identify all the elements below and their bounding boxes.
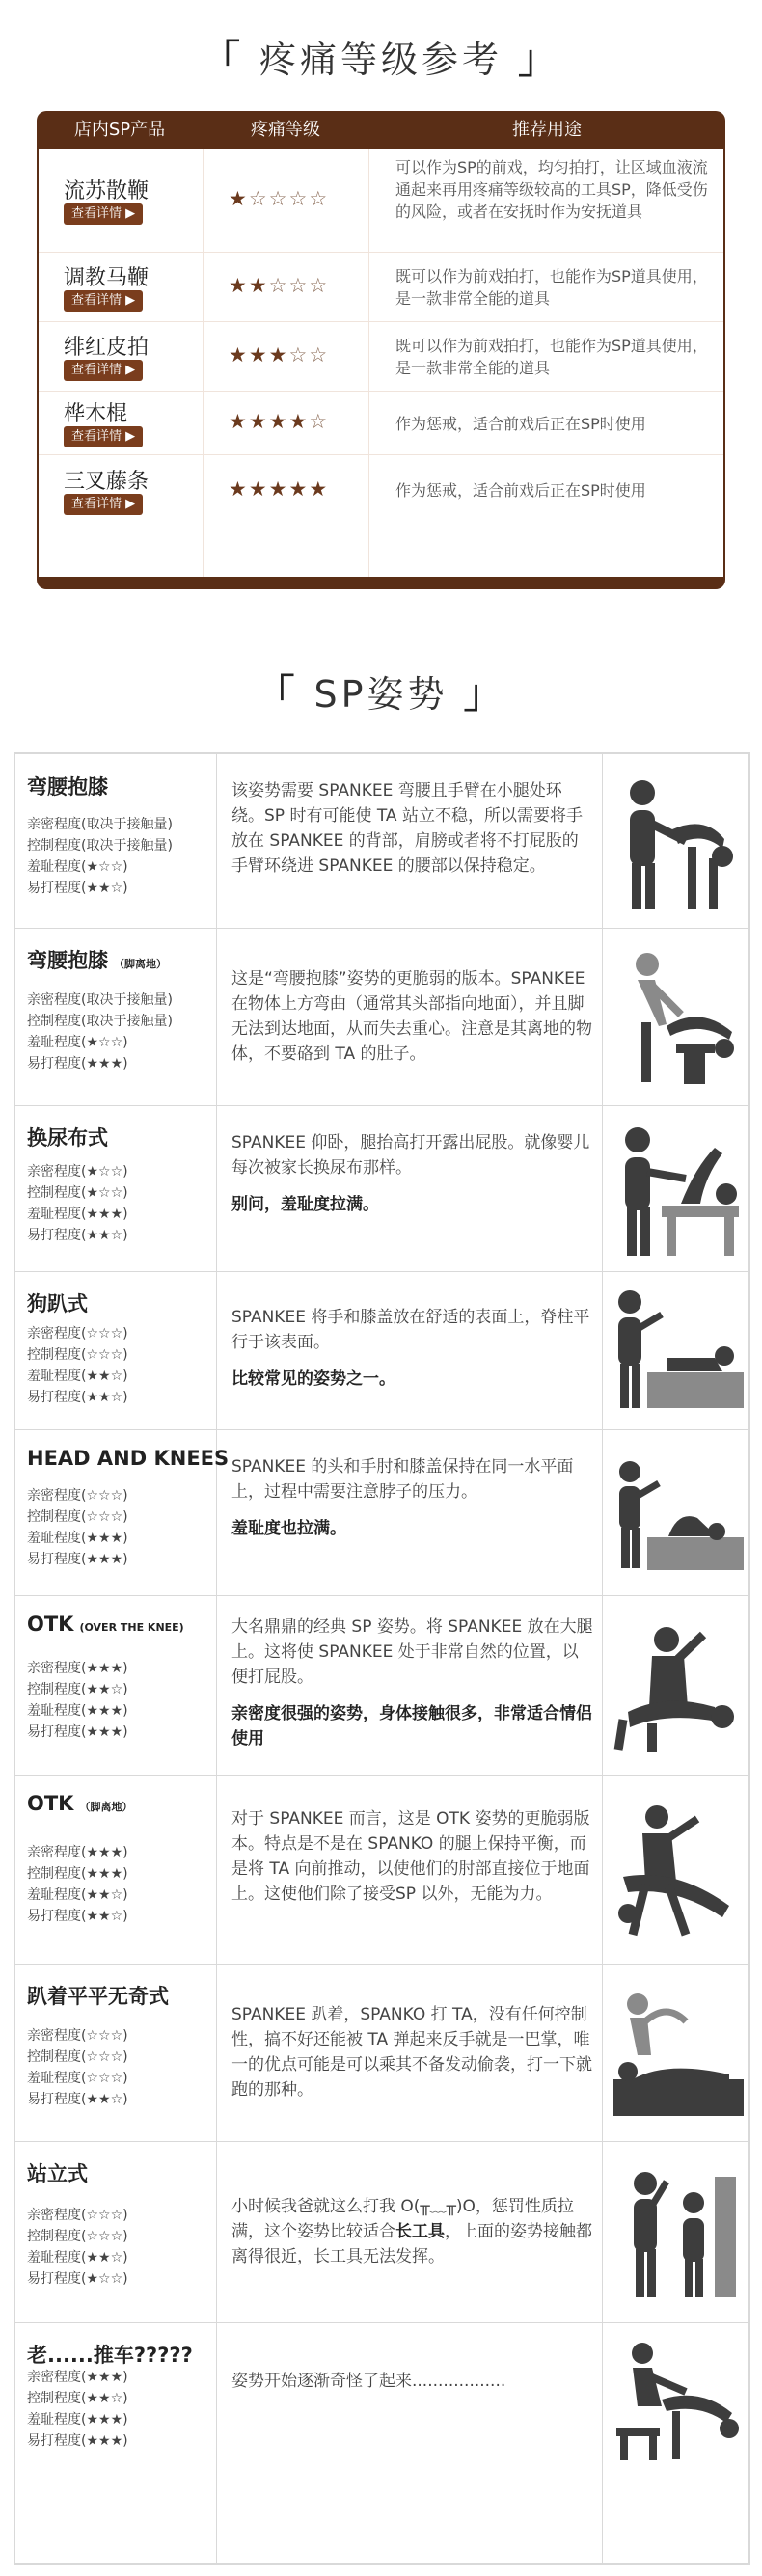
usage-description: 既可以作为前戏拍打，也能作为SP道具使用，是一款非常全能的道具	[395, 267, 708, 308]
description-text: SPANKEE 仰卧，腿抬高打开露出屁股。就像婴儿每次被家长换尿布那样。	[231, 1133, 590, 1179]
bracket-close: 」	[518, 38, 561, 82]
rating-line: 控制程度(取决于接触量)	[27, 1014, 173, 1029]
table-row	[39, 391, 723, 455]
position-ratings	[27, 990, 173, 1074]
pain-stars	[229, 187, 329, 210]
position-pictogram	[609, 1119, 744, 1262]
position-ratings	[27, 1658, 128, 1743]
table-header	[37, 111, 725, 149]
pain-stars	[229, 410, 329, 433]
position-row	[15, 2322, 748, 2465]
position-title-text: 趴着平平无奇式	[27, 1985, 169, 2008]
positions-table	[14, 752, 750, 2565]
position-description	[231, 1806, 593, 1907]
position-title-sub: （脚离地）	[79, 1801, 133, 1813]
position-description	[231, 2002, 593, 2102]
note-bold: 比较常见的姿势之一。	[231, 1369, 395, 1390]
position-title-text: 站立式	[27, 2162, 88, 2185]
rating-line: 易打程度(★★★)	[27, 2433, 128, 2449]
star-empty-icon: ☆	[309, 187, 330, 210]
header-product: 店内SP产品	[73, 120, 166, 140]
rating-line: 亲密程度(☆☆☆)	[27, 2028, 128, 2044]
star-empty-icon: ☆	[288, 187, 310, 210]
star-empty-icon: ☆	[309, 410, 330, 433]
star-filled-icon: ★	[288, 410, 310, 433]
rating-line: 羞耻程度(★☆☆)	[27, 859, 128, 875]
position-title	[27, 1613, 184, 1636]
description-text: SPANKEE 趴着，SPANKO 打 TA，没有任何控制性，搞不好还能被 TA 弹起来反手就是一巴掌，唯一的优点可能是可以乘其不备发动偷袭，打一下就跑的那种。	[231, 2005, 592, 2100]
position-row	[15, 1775, 748, 1965]
table-row	[39, 252, 723, 322]
product-name: 三叉藤条	[64, 469, 150, 494]
bracket-open: 「	[256, 672, 299, 717]
rating-line: 控制程度(☆☆☆)	[27, 1509, 128, 1525]
position-pictogram	[609, 2324, 744, 2468]
rating-line: 控制程度(★★☆)	[27, 2391, 128, 2406]
view-details-button[interactable]: 查看详情 ▶	[64, 360, 143, 381]
rating-line: 亲密程度(取决于接触量)	[27, 817, 173, 832]
rating-line: 羞耻程度(★★☆)	[27, 1369, 128, 1384]
position-ratings	[27, 1842, 128, 1927]
star-filled-icon: ★	[229, 410, 249, 433]
rating-line: 易打程度(★★☆)	[27, 1390, 128, 1405]
star-filled-icon: ★	[248, 476, 269, 501]
rating-line: 易打程度(★☆☆)	[27, 2271, 128, 2287]
rating-line: 易打程度(★★☆)	[27, 1909, 128, 1924]
rating-line: 亲密程度(☆☆☆)	[27, 2208, 128, 2223]
position-row	[15, 1429, 748, 1596]
table-row	[39, 149, 723, 252]
position-description	[231, 1454, 593, 1541]
rating-line: 亲密程度(★★★)	[27, 1661, 128, 1676]
rating-line: 控制程度(★★☆)	[27, 1682, 128, 1697]
position-ratings	[27, 1323, 128, 1408]
pain-level-table	[37, 111, 725, 589]
rating-line: 羞耻程度(★★☆)	[27, 1887, 128, 1903]
rating-line: 羞耻程度(☆☆☆)	[27, 2071, 128, 2086]
note-bold: 羞耻度也拉满。	[231, 1519, 346, 1539]
position-title	[27, 1288, 88, 1317]
bracket-open: 「	[201, 38, 244, 82]
rating-line: 亲密程度(★☆☆)	[27, 1164, 128, 1180]
position-note	[231, 1367, 593, 1392]
pain-stars	[229, 274, 329, 297]
position-description	[231, 1614, 593, 1751]
product-name: 调教马鞭	[64, 266, 150, 290]
position-title	[27, 1792, 132, 1815]
star-filled-icon: ★	[248, 343, 269, 366]
rating-line: 亲密程度(☆☆☆)	[27, 1488, 128, 1504]
position-title-text: 老......推车?????	[27, 2344, 193, 2367]
star-empty-icon: ☆	[309, 274, 330, 297]
position-description	[231, 1305, 593, 1392]
section-title-pain	[0, 29, 762, 84]
position-pictogram	[609, 1800, 744, 1943]
position-description	[231, 778, 593, 879]
position-pictogram	[609, 947, 744, 1091]
star-filled-icon: ★	[288, 476, 310, 501]
usage-description: 作为惩戒，适合前戏后正在SP时使用	[395, 481, 646, 500]
position-title-text: OTK	[27, 1613, 74, 1636]
description-text: 姿势开始逐渐奇怪了起来..................	[231, 2372, 506, 2391]
description-emphasis: 长工具	[395, 2222, 445, 2241]
rating-line: 易打程度(★★★)	[27, 1724, 128, 1740]
rating-line: 易打程度(★★☆)	[27, 881, 128, 896]
position-description	[231, 2194, 593, 2269]
position-title	[27, 2158, 88, 2187]
position-pictogram	[609, 772, 744, 915]
rating-line: 控制程度(★☆☆)	[27, 1185, 128, 1201]
position-row	[15, 1595, 748, 1776]
star-empty-icon: ☆	[268, 187, 289, 210]
position-title-sub: （脚离地）	[114, 958, 167, 970]
star-empty-icon: ☆	[288, 343, 310, 366]
rating-line: 羞耻程度(★☆☆)	[27, 1035, 128, 1050]
position-title	[27, 945, 167, 974]
position-row	[15, 1964, 748, 2142]
description-text: 大名鼎鼎的经典 SP 姿势。将 SPANKEE 放在大腿上。这将使 SPANKEE 处于非常自然的位置，以便打屁股。	[231, 1617, 593, 1688]
star-empty-icon: ☆	[268, 274, 289, 297]
product-name: 桦木棍	[64, 402, 128, 426]
section-title-text: SP姿势	[313, 673, 449, 716]
description-text: 该姿势需要 SPANKEE 弯腰且手臂在小腿处环绕。SP 时有可能使 TA 站立不稳，所以需要将手放在 SPANKEE 的背部，肩膀或者将不打屁股的手臂环绕进 SPANKEE 的腰部以保持稳定。	[231, 781, 583, 876]
position-pictogram	[609, 1443, 744, 1586]
rating-line: 亲密程度(取决于接触量)	[27, 992, 173, 1008]
position-row	[15, 928, 748, 1106]
description-text: SPANKEE 的头和手肘和膝盖保持在同一水平面上，过程中需要注意脖子的压力。	[231, 1457, 574, 1503]
star-filled-icon: ★	[309, 476, 330, 501]
view-details-button[interactable]: 查看详情 ▶	[64, 426, 143, 447]
rating-line: 易打程度(★★★)	[27, 1552, 128, 1567]
position-title-text: 换尿布式	[27, 1126, 108, 1150]
star-filled-icon: ★	[229, 343, 249, 366]
rating-line: 易打程度(★★★)	[27, 1056, 128, 1071]
position-description	[231, 966, 593, 1067]
rating-line: 羞耻程度(★★★)	[27, 1703, 128, 1719]
position-note	[231, 1701, 593, 1751]
star-filled-icon: ★	[229, 476, 249, 501]
description-text: SPANKEE 将手和膝盖放在舒适的表面上，脊柱平行于该表面。	[231, 1308, 590, 1353]
position-ratings	[27, 2367, 128, 2452]
rating-line: 亲密程度(☆☆☆)	[27, 1326, 128, 1342]
view-details-button[interactable]: 查看详情 ▶	[64, 203, 143, 225]
note-bold: 亲密度很强的姿势，身体接触很多，非常适合情侣使用	[231, 1704, 592, 1749]
position-ratings	[27, 2205, 128, 2290]
bracket-close: 」	[463, 672, 506, 717]
product-name: 绯红皮拍	[64, 336, 150, 360]
rating-line: 羞耻程度(★★★)	[27, 1531, 128, 1546]
star-filled-icon: ★	[248, 274, 269, 297]
position-title	[27, 2340, 193, 2369]
description-text: 这是“弯腰抱膝”姿势的更脆弱的版本。SPANKEE 在物体上方弯曲（通常其头部指向地面），并且脚无法到达地面，从而失去重心。注意是其离地的物体，不要硌到 TA 的肚子。	[231, 969, 592, 1064]
rating-line: 控制程度(☆☆☆)	[27, 2229, 128, 2244]
section-title-positions	[0, 664, 762, 719]
position-pictogram	[609, 1983, 744, 2127]
description-text: 对于 SPANKEE 而言，这是 OTK 姿势的更脆弱版本。特点是不是在 SPANKO 的腿上保持平衡，而是将 TA 向前推动，以使他们的肘部直接位于地面上。这使他们除了接受SP 以外，无能为力。	[231, 1809, 590, 1904]
position-note	[231, 1516, 593, 1541]
rating-line: 控制程度(☆☆☆)	[27, 1347, 128, 1363]
position-pictogram	[609, 1615, 744, 1759]
star-filled-icon: ★	[268, 410, 289, 433]
description-text-cont: ，上面的姿势接触都离得很近，长工具无法发挥。	[231, 2222, 592, 2266]
rating-line: 羞耻程度(★★★)	[27, 1207, 128, 1222]
star-empty-icon: ☆	[309, 343, 330, 366]
view-details-button[interactable]: 查看详情 ▶	[64, 290, 143, 312]
position-ratings	[27, 1161, 128, 1246]
star-filled-icon: ★	[229, 187, 249, 210]
position-ratings	[27, 1485, 128, 1570]
position-pictogram	[609, 1281, 744, 1424]
rating-line: 控制程度(☆☆☆)	[27, 2049, 128, 2065]
position-title	[27, 1123, 108, 1152]
star-empty-icon: ☆	[248, 187, 269, 210]
rating-line: 易打程度(★★☆)	[27, 2092, 128, 2107]
rating-line: 控制程度(★★★)	[27, 1866, 128, 1882]
position-note	[231, 1192, 593, 1217]
position-title	[27, 1981, 169, 2010]
position-ratings	[27, 2025, 128, 2110]
table-row	[39, 321, 723, 392]
view-details-button[interactable]: 查看详情 ▶	[64, 494, 143, 515]
position-pictogram	[609, 2162, 744, 2306]
pain-stars	[229, 477, 329, 501]
star-filled-icon: ★	[248, 410, 269, 433]
usage-description: 可以作为SP的前戏，均匀拍打，让区域血液流通起来再用疼痛等级较高的工具SP，降低受伤的风险，或者在安抚时作为安抚道具	[395, 158, 708, 221]
star-filled-icon: ★	[229, 274, 249, 297]
product-name: 流苏散鞭	[64, 179, 150, 203]
section-title-text: 疼痛等级参考	[259, 39, 503, 81]
usage-description: 作为惩戒，适合前戏后正在SP时使用	[395, 414, 646, 433]
star-empty-icon: ☆	[288, 274, 310, 297]
position-description	[231, 1130, 593, 1217]
position-title	[27, 772, 108, 800]
header-pain-level: 疼痛等级	[251, 120, 320, 140]
star-filled-icon: ★	[268, 476, 289, 501]
table-row	[39, 454, 723, 526]
position-title-text: 弯腰抱膝	[27, 949, 108, 972]
position-row	[15, 1105, 748, 1272]
description-text: 小时候我爸就这么打我 O(╥﹏╥)O，惩罚性质拉满，这个姿势比较适合	[231, 2197, 574, 2241]
star-filled-icon: ★	[268, 343, 289, 366]
rating-line: 亲密程度(★★★)	[27, 1845, 128, 1860]
position-title-sub: (OVER THE KNEE)	[79, 1621, 184, 1634]
position-ratings	[27, 814, 173, 899]
position-title-text: HEAD AND KNEES	[27, 1447, 230, 1470]
rating-line: 亲密程度(★★★)	[27, 2370, 128, 2385]
usage-description: 既可以作为前戏拍打，也能作为SP道具使用，是一款非常全能的道具	[395, 337, 708, 377]
rating-line: 羞耻程度(★★★)	[27, 2412, 128, 2427]
position-row	[15, 1271, 748, 1430]
header-usage: 推荐用途	[512, 120, 582, 140]
position-description	[231, 2369, 593, 2394]
position-title-text: 弯腰抱膝	[27, 775, 108, 799]
position-title-text: OTK	[27, 1792, 74, 1815]
rating-line: 易打程度(★★☆)	[27, 1228, 128, 1243]
note-bold: 别问，羞耻度拉满。	[231, 1195, 379, 1215]
position-row	[15, 2141, 748, 2323]
position-row	[15, 754, 748, 929]
position-title	[27, 1447, 229, 1470]
position-title-text: 狗趴式	[27, 1292, 88, 1315]
rating-line: 羞耻程度(★★☆)	[27, 2250, 128, 2265]
table-body	[39, 149, 723, 577]
rating-line: 控制程度(取决于接触量)	[27, 838, 173, 854]
pain-stars	[229, 343, 329, 366]
